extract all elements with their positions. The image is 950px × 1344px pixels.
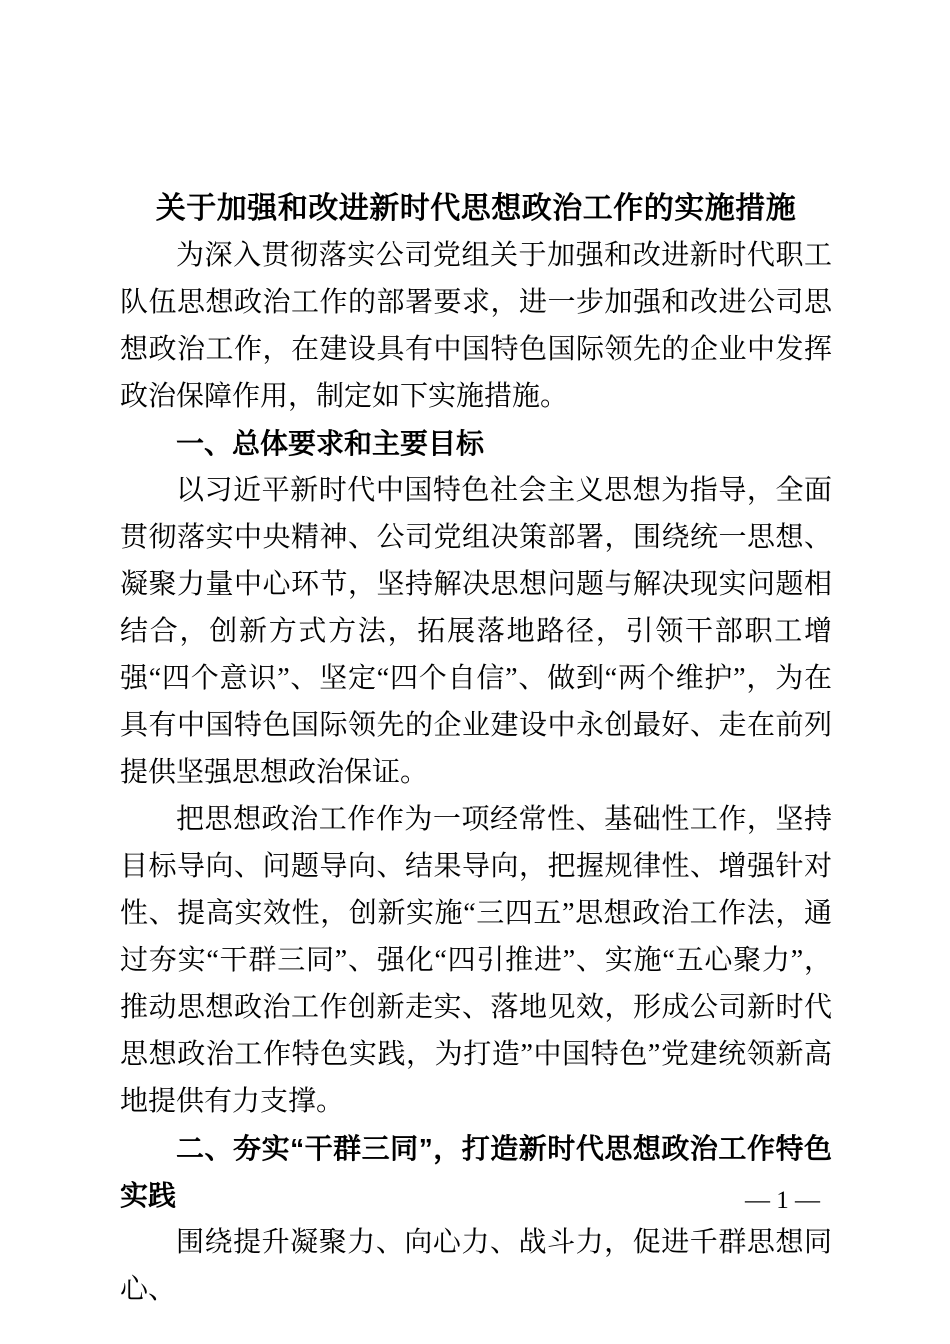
paragraph-cohesion: 围绕提升凝聚力、向心力、战斗力，促进千群思想同心、 [120, 1227, 832, 1305]
document-title: 关于加强和改进新时代思想政治工作的实施措施 [155, 192, 797, 225]
paragraph-work-method: 把思想政治工作作为一项经常性、基础性工作，坚持目标导向、问题导向、结果导向，把握规律性、增强针对性、提高实效性，创新实施“三四五”思想政治工作法，通过夯实“干群三同”、强化“四引推进”、实施“五心聚力”，推动思想政治工作创新走实、落地见效，形成公司新时代思想政治工作特色实践，为打造”中国特色”党建统领新高地提供有力支撑。 [120, 804, 832, 1117]
section-heading-1: 一、总体要求和主要目标 [176, 428, 485, 459]
paragraph-guiding-thought: 以习近平新时代中国特色社会主义思想为指导，全面贯彻落实中央精神、公司党组决策部署，围绕统一思想、凝聚力量中心环节，坚持解决思想问题与解决现实问题相结合，创新方式方法，拓展落地路径，引领干部职工增强“四个意识”、坚定“四个自信”、做到“两个维护”，为在具有中国特色国际领先的企业建设中永创最好、走在前列提供坚强思想政治保证。 [120, 475, 832, 788]
section-heading-2: 二、夯实“干群三同”，打造新时代思想政治工作特色实践 [120, 1133, 832, 1211]
page-number: — 1 — [745, 1187, 820, 1214]
paragraph-intro: 为深入贯彻落实公司党组关于加强和改进新时代职工队伍思想政治工作的部署要求，进一步加强和改进公司思想政治工作，在建设具有中国特色国际领先的企业中发挥政治保障作用，制定如下实施措施。 [120, 240, 832, 412]
